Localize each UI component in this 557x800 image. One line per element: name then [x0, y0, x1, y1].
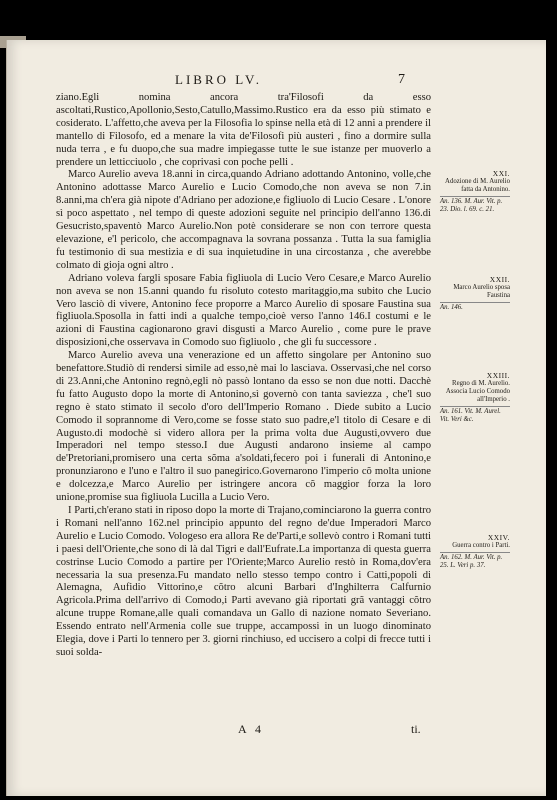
paragraph: ziano.Egli nomina ancora tra'Filosofi da esso ascoltati,Rustico,Apollonio,Sesto,Catullo,Massimo.Rustico era da esso più stimato e cosiderato. L'affetto,che aveva per la Filosofia lo spinse nella età di 12 anni a prendere il mantello di Filosofo, ed a menare la vita de'Filosofi più austeri , fino a dormire sulla nuda terra , e fu duopo,che sua madre impiegasse tutte le sue istanze per muoverlo a prendere un letticciuolo , che coprivasi con poche pelli . — [56, 92, 432, 168]
margin-note — [440, 534, 510, 570]
signature-mark: A 4 — [238, 722, 265, 736]
margin-note-reference: An. 136. M. Aur. Vit. p. 23. Dio. l. 69. c. 21. — [440, 196, 510, 214]
paragraph: Adriano voleva fargli sposare Fabia figliuola di Lucio Vero Cesare,e Marco Aurelio non aveva se non 15.anni quando fu risoluto cotesto maritaggio,ma subito che Lucio Vero lasciò di vivere, Antonino fece proporre a Marco Aurelio di sposare Faustina sua figliuola.Sposolla in fatti indi a qualche tempo,cioè verso l'anno 146.I costumi e le azioni di Faustina cagionarono gravi disgusti a Marco Aurelio , come pure le prave disposizioni,che osservava in Comodo suo figliuolo , che gli fu successore . — [56, 272, 431, 349]
main-text — [56, 92, 431, 660]
margin-note-label: Regno di M. Aurelio. Associa Lucio Comodo all'Imperio . — [445, 380, 510, 403]
margin-note-label: Marco Aurelio sposa Faustina — [453, 284, 510, 299]
running-header — [0, 72, 557, 90]
margin-note-reference: An. 146. — [440, 302, 510, 312]
margin-note-label: Adozione di M. Aurelio fatta da Antonino. — [445, 178, 510, 193]
paragraph: Marco Aurelio aveva una venerazione ed un affetto singolare per Antonino suo benefattore.Studiò di rendersi simile ad esso,nè mai lo lasciava. Osservasi,che nel corso di 23.Anni,che Antonino regnò,egli nò passò lontano da esso se non due notti. Dacchè fu fatto Augusto dopo la morte di Antonino,sì governò con tanta saviezza , che'l suo regno è stato stimato il secolo d'oro dell'Imperio Romano . Diede subito a Lucio Comodo il soprannome di Vero,come se fosse stato suo padre,e'l titolo di Cesare e di Augusto.di modochè si videro allora per la prima volta due Augusti,ovvero due Imperadori nel tempo stesso.I due Augusti andarono insieme al campo de'Pretoriani,promisero una certa sõma a'soldati,fecero poi i funerali di Antonino,e pronunziarono e l'uno e l'altro il suo panegirico.Governarono l'imperio cõ molta unione e dolcezza,e Marco Aurelio per istringere ancora cõ maggior forza la loro unione,promise sua figliuola Lucilla a Lucio Vero. — [56, 350, 431, 504]
margin-note-number: XXII. — [489, 275, 510, 284]
margin-note-number: XXIV. — [487, 533, 510, 542]
margin-note — [440, 170, 510, 214]
paragraph: Marco Aurelio aveva 18.anni in circa,quando Adriano adottando Antonino, volle,che Antonino adottasse Marco Aurelio e Lucio Comodo,che non aveva se non 7.in 8.anni,ma ch'era già nipote d'Adriano per adozione,e figliuolo di Lucio Cesare . L'onore sì poco aspettato , nel tempo di queste adozioni seguite nel principio dell'anno 136.di Gesucristo,spaventò Marco Aurelio.Non potè considerare se non con terrore questa elevazione, e'l pericolo, che accompagnava la sovrana possanza . Tutta la sua famiglia fu testimonio di sua mestizia e di sua inquietudine in una circostanza , che averebbe colmato di gioja ogni altro . — [56, 169, 431, 271]
margin-note-number: XXIII. — [486, 371, 510, 380]
margin-note — [440, 372, 510, 424]
margin-note-label: Guerra contro i Parti. — [452, 542, 510, 549]
margin-note — [440, 276, 510, 312]
margin-note-reference: An. 161. Vit. M. Aurel. Vit. Veri &c. — [440, 406, 510, 424]
catchword: ti. — [411, 722, 421, 736]
margin-note-reference: An. 162. M. Aur. Vit. p. 25. L. Veri p. 37. — [440, 552, 510, 570]
margin-note-number: XXI. — [492, 169, 510, 178]
page-title: LIBRO LV. — [175, 72, 262, 87]
page-number: 7 — [398, 72, 405, 87]
paragraph: I Parti,ch'erano stati in riposo dopo la morte di Trajano,cominciarono la guerra contro i Romani nell'anno 162.nel principio appunto del regno de'due Imperadori Marco Aurelio e Lucio Comodo. Vologeso era allora Re de'Parti,e sollevò contro i Romani tutti i paesi dell'Oriente,che sono di là dal Tigri e dall'Eufrate.La importanza di questa guerra costrinse Lucio Comodo a partire per l'Oriente;Marco Aurelio restò in Roma,dov'era necessaria la sua presenza.Fu mandato nello stesso tempo contro i Catti,popoli di Alemagna, Aufidio Vittorino,e cõtro alcuni Barbari d'Inghilterra Calfurnio Agricola.Prima dell'arrivo di Comodo,i Parti avevano già riportati grã vantaggi cõtro alcune truppe Romane,alle quali comandava un Gallo di nazione nomato Severiano. Essendo entrato nell'Armenia colle sue truppe, accampossi in un luogo dinominato Elegia, dove i Parti lo tennero per 3. giorni rinchiuso, ed uccisero a colpi di frecce tutti i suoi solda- — [56, 505, 431, 658]
